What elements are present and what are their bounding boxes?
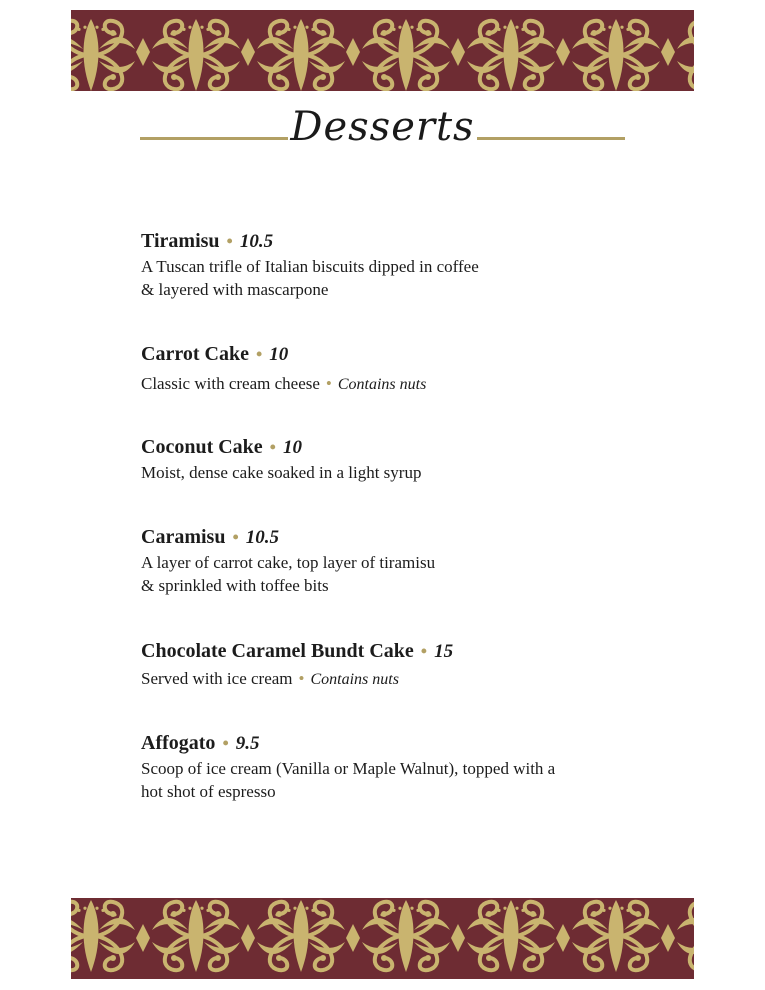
menu-item [141,229,631,301]
item-name: Coconut Cake [141,436,263,458]
description-line: Moist, dense cake soaked in a light syrup [141,463,422,482]
menu-item [141,525,631,597]
allergen-note: Contains nuts [337,376,427,393]
allergen-note: Contains nuts [310,671,399,688]
separator-dot: • [255,344,263,364]
top-damask-banner [71,10,694,91]
menu-item [141,639,631,691]
damask-pattern [71,10,694,91]
separator-dot: • [325,374,332,393]
separator-dot: • [222,733,229,753]
item-price: 10.5 [239,231,274,252]
item-description [141,757,631,803]
menu-item [141,435,631,484]
item-description [141,372,631,396]
heading-rule-right [477,137,625,140]
menu-heading [0,100,765,170]
heading-rule-left [140,137,288,140]
item-name: Caramisu [141,526,226,548]
menu-item [141,731,631,803]
description-line: & layered with mascarpone [141,280,329,299]
item-price: 10 [269,344,289,365]
item-price: 15 [434,641,454,662]
item-name: Tiramisu [141,230,220,252]
item-price: 9.5 [235,733,260,754]
separator-dot: • [269,437,276,457]
separator-dot: • [232,527,239,547]
page-title: Desserts [290,104,475,150]
menu-item [141,342,631,396]
item-price: 10.5 [245,527,280,548]
description-line: A layer of carrot cake, top layer of tiramisu [141,553,436,572]
item-name: Chocolate Caramel Bundt Cake [141,640,414,662]
item-name: Carrot Cake [141,343,249,365]
damask-pattern [71,898,694,979]
item-price: 10 [282,437,302,458]
item-description [141,461,631,484]
item-description [141,667,631,691]
description-line: A Tuscan trifle of Italian biscuits dipped in coffee [141,257,479,276]
description-line: hot shot of espresso [141,782,276,801]
item-description [141,551,631,597]
description-line: Classic with cream cheese [141,374,320,393]
description-line: Scoop of ice cream (Vanilla or Maple Walnut), topped with a [141,759,556,778]
separator-dot: • [298,669,305,688]
item-description [141,255,631,301]
item-name: Affogato [141,732,216,754]
separator-dot: • [226,231,233,251]
bottom-damask-banner [71,898,694,979]
description-line: & sprinkled with toffee bits [141,576,329,595]
separator-dot: • [420,641,428,661]
description-line: Served with ice cream [141,669,293,688]
